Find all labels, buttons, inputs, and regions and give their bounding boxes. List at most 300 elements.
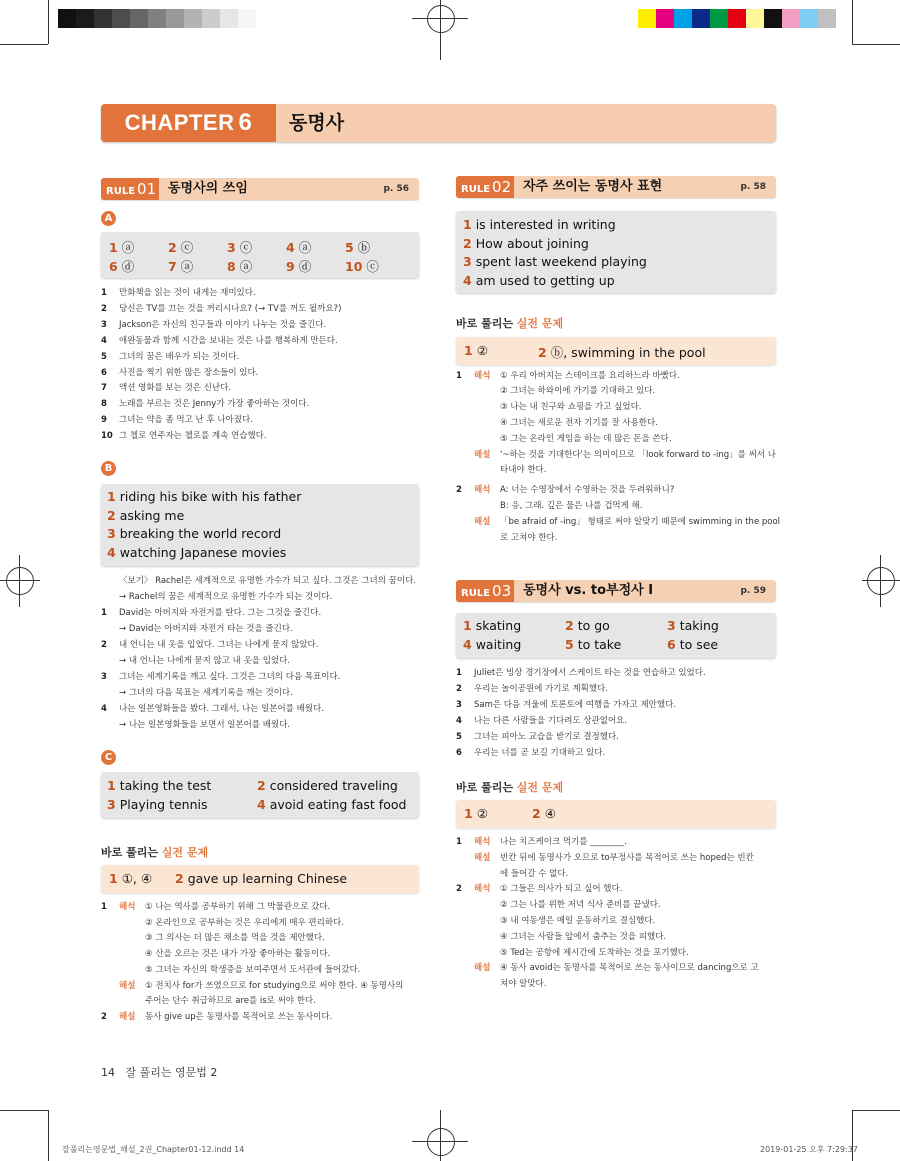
text-line [101, 576, 416, 587]
text-line [456, 418, 658, 429]
answer-value: ⓐ [180, 259, 194, 274]
line-text: 사진을 찍기 위한 많은 장소들이 있다. [119, 367, 259, 378]
text-line [101, 320, 326, 331]
line-text: ④ 그녀는 새로운 전자 기기를 잘 사용한다. [500, 418, 658, 428]
line-text: 타내야 한다. [500, 465, 547, 475]
rule-badge [456, 176, 514, 198]
text-line [456, 434, 672, 445]
answer-item [107, 508, 184, 523]
answer-number: 2 [257, 778, 266, 793]
answer-value: taking the test [119, 778, 212, 793]
section-a-answers [101, 232, 419, 278]
text-line [456, 402, 642, 413]
section-a-marker: A [101, 211, 116, 226]
print-timestamp: 2019-01-25 오후 7:29:37 [760, 1145, 858, 1154]
rule-page-ref: p. 56 [383, 184, 409, 194]
text-line [456, 853, 754, 864]
answer-value: to take [577, 637, 622, 652]
answer-number: 3 [107, 797, 116, 812]
answer-value: asking me [119, 507, 185, 523]
text-line [101, 933, 325, 944]
text-line [101, 304, 341, 315]
line-text: ③ 내 여동생은 매일 운동하기로 결심했다. [500, 916, 656, 926]
text-line [456, 517, 780, 528]
rule-number: 01 [137, 180, 157, 198]
note-label: 해석 [474, 837, 491, 847]
crop-mark [0, 1110, 48, 1111]
answer-item [109, 257, 134, 275]
line-text: 〈보기〉 Rachel은 세계적으로 유명한 가수가 되고 싶다. 그것은 그녀의 꿈이다. [119, 576, 417, 586]
line-text: → 내 언니는 나에게 묻지 않고 내 옷을 입었다. [119, 656, 291, 666]
rule-02-answers [456, 211, 776, 293]
line-number: 6 [456, 747, 462, 758]
line-number: 2 [456, 683, 462, 694]
answer-item [168, 238, 193, 256]
answer-number: 6 [109, 259, 118, 274]
answer-item [109, 238, 134, 256]
line-number: 10 [101, 431, 113, 442]
answer-item [257, 778, 398, 793]
text-line [456, 716, 627, 727]
answer-number: 2 [168, 240, 177, 255]
text-line [456, 932, 666, 943]
answer-number: 1 [464, 343, 473, 358]
text-line [101, 704, 324, 715]
answer-value: ⓑ, swimming in the pool [550, 345, 706, 360]
answer-value: ⓐ [298, 240, 312, 255]
line-text: ④ 동사 avoid는 동명사를 목적어로 쓰는 동사이므로 dancing으로 고 [500, 963, 759, 974]
line-text: → 나는 일본영화들을 보면서 일본어를 배웠다. [119, 720, 291, 730]
line-text: 액션 영화를 보는 것은 신난다. [119, 383, 232, 394]
answer-number: 2 [538, 345, 547, 360]
crop-mark [0, 44, 48, 45]
text-line [456, 963, 759, 974]
answer-value: ⓒ [239, 240, 253, 255]
answer-number: 1 [463, 618, 472, 633]
line-text: 나는 일본영화들을 봤다. 그래서, 나는 일본어를 배웠다. [119, 704, 324, 714]
registration-mark [867, 567, 895, 595]
crop-mark [852, 1110, 900, 1111]
line-text: 빈칸 뒤에 동명사가 오므로 to부정사를 목적어로 쓰는 hoped는 빈칸 [500, 852, 754, 863]
line-text: 그녀는 피아노 교습을 받기로 결정했다. [474, 731, 619, 742]
answer-number: 2 [463, 235, 472, 251]
crop-mark [48, 1110, 49, 1161]
line-text: 노래를 부르는 것은 Jenny가 가장 좋아하는 것이다. [119, 399, 310, 410]
practice-answers [456, 337, 776, 365]
answer-item [463, 236, 589, 251]
line-text: 주어는 단수 취급하므로 are를 is로 써야 한다. [145, 996, 316, 1007]
text-line [456, 979, 546, 990]
line-text: ② 온라인으로 공부하는 것은 우리에게 매우 편리하다. [145, 917, 344, 928]
page-footer [101, 1064, 217, 1080]
registration-mark [427, 5, 455, 33]
line-number: 1 [456, 371, 462, 381]
text-line [101, 918, 344, 929]
answer-value: ⓒ [366, 259, 379, 274]
note-label: 해설 [119, 1011, 136, 1022]
line-text: ④ 산을 오르는 것은 내가 가장 좋아하는 활동이다. [145, 949, 331, 960]
text-line [101, 415, 253, 426]
line-text: ③ 그 의사는 더 많은 채소를 먹을 것을 제안했다. [145, 933, 325, 944]
answer-number: 3 [227, 240, 236, 255]
answer-number: 4 [286, 240, 295, 255]
grayscale-bar [58, 9, 256, 28]
text-line [456, 533, 557, 544]
answer-number: 2 [565, 618, 574, 633]
rule-word: RULE [461, 184, 491, 195]
practice-heading [456, 779, 563, 795]
line-text: 에 들어갈 수 없다. [500, 868, 569, 879]
answer-number: 4 [463, 637, 472, 652]
answer-number: 4 [257, 797, 266, 812]
practice-prefix: 바로 풀리는 [101, 846, 162, 859]
answer-value: How about joining [475, 235, 589, 251]
text-line [101, 288, 256, 299]
note-label: 해석 [474, 485, 491, 495]
rule-02-header [456, 176, 776, 198]
line-number: 3 [101, 319, 107, 330]
rule-title: 자주 쓰이는 동명사 표현 [523, 179, 663, 194]
answer-number: 2 [175, 871, 184, 886]
text-line [456, 900, 661, 911]
answer-value: ② [476, 343, 488, 358]
answer-item [463, 217, 616, 232]
text-line [101, 368, 258, 379]
text-line [456, 371, 680, 382]
rule-03-header [456, 580, 776, 602]
practice-heading [456, 315, 563, 331]
line-text: 「be afraid of -ing」 형태로 써야 알맞기 때문에 swimming in the pool [500, 517, 781, 527]
answer-item [463, 637, 521, 652]
line-number: 4 [101, 335, 107, 346]
answer-value: ② [476, 806, 488, 821]
section-c-marker: C [101, 750, 116, 765]
line-number: 2 [101, 1011, 107, 1022]
file-slug: 잘풀리는영문법_해설_2권_Chapter01-12.indd 14 [62, 1145, 245, 1154]
text-line [456, 386, 655, 397]
line-number: 8 [101, 399, 107, 410]
answer-item [175, 871, 347, 886]
registration-mark [427, 1128, 455, 1156]
answer-number: 3 [107, 526, 116, 542]
line-text: ⑤ 그는 온라인 게임을 하는 데 많은 돈을 쓴다. [500, 434, 672, 444]
note-label: 해설 [474, 517, 491, 527]
answer-item [257, 797, 406, 812]
answer-item [107, 545, 286, 560]
rule-page-ref: p. 59 [740, 586, 766, 596]
answer-item [107, 778, 211, 793]
line-number: 2 [101, 303, 107, 314]
answer-item [565, 637, 621, 652]
answer-value: watching Japanese movies [119, 544, 287, 560]
answer-item [345, 257, 379, 275]
note-label: 해설 [474, 852, 491, 863]
text-line [456, 700, 676, 711]
section-b-marker: B [101, 461, 116, 476]
answer-number: 9 [286, 259, 295, 274]
answer-value: ⓒ [180, 240, 194, 255]
answer-value: ⓐ [121, 240, 135, 255]
answer-item [286, 238, 311, 256]
answer-number: 5 [565, 637, 574, 652]
answer-item [464, 806, 488, 821]
line-text: ② 그는 나를 위한 저녁 식사 준비를 끝냈다. [500, 900, 661, 911]
line-text: 나는 다른 사람들을 기다려도 상관없어요. [474, 715, 628, 726]
answer-value: avoid eating fast food [269, 797, 407, 812]
answer-number: 1 [107, 778, 116, 793]
line-number: 1 [456, 837, 462, 847]
line-text: A: 너는 수영장에서 수영하는 것을 두려워하니? [500, 485, 675, 495]
answer-value: to go [577, 618, 610, 633]
rule-word: RULE [461, 588, 491, 599]
line-text: 만화책을 읽는 것이 내게는 재미있다. [119, 288, 256, 298]
answer-number: 3 [463, 254, 472, 270]
line-number: 3 [456, 699, 462, 710]
note-label: 해석 [474, 884, 491, 895]
text-line [101, 965, 360, 976]
answer-item [286, 257, 311, 275]
chapter-word: CHAPTER [124, 110, 235, 135]
text-line [101, 902, 330, 913]
answer-value: to see [679, 637, 719, 652]
answer-item [532, 806, 556, 821]
answer-item [463, 254, 647, 269]
answer-item [538, 343, 706, 361]
line-text: ② 그녀는 하와이에 가기를 기대하고 있다. [500, 386, 656, 396]
line-text: → 그녀의 다음 목표는 세계기록을 깨는 것이다. [119, 688, 293, 698]
text-line [456, 916, 655, 927]
note-label: 해석 [474, 371, 491, 381]
answer-item [463, 618, 521, 633]
answer-item [565, 618, 610, 633]
line-text: 그녀는 세계기록을 깨고 싶다. 그것은 그녀의 다음 목표이다. [119, 672, 341, 682]
answer-value: ⓐ [239, 259, 253, 274]
line-number: 2 [101, 640, 107, 650]
rule-number: 02 [492, 178, 512, 196]
line-text: ⑤ Ted는 공항에 제시간에 도착하는 것을 포기했다. [500, 947, 689, 958]
text-line [101, 399, 309, 410]
chapter-label [101, 104, 276, 142]
answer-value: breaking the world record [119, 526, 282, 542]
rule-badge [456, 580, 514, 602]
line-number: 1 [456, 668, 462, 678]
answer-value: ①, ④ [121, 871, 153, 886]
practice-answers [456, 800, 776, 828]
line-text: 당신은 TV를 끄는 것을 꺼리시나요? (→ TV를 꺼도 될까요?) [119, 303, 342, 314]
line-number: 2 [456, 884, 462, 895]
line-number: 6 [101, 367, 107, 378]
text-line [456, 732, 619, 743]
answer-item [168, 257, 193, 275]
line-number: 3 [101, 672, 107, 682]
registration-mark [6, 567, 34, 595]
line-number: 1 [101, 608, 107, 618]
practice-answers [101, 865, 419, 893]
line-text: → David는 아버지와 자전거 타는 것을 즐긴다. [119, 624, 293, 634]
text-line [456, 884, 622, 895]
chapter-number: 6 [238, 109, 253, 136]
text-line [101, 640, 318, 651]
line-text: ① 나는 역사를 공부하기 위해 그 박물관으로 갔다. [145, 902, 331, 912]
text-line [101, 336, 338, 347]
practice-heading [101, 844, 208, 860]
answer-number: 1 [463, 217, 472, 232]
answer-value: ④ [544, 806, 556, 821]
line-text: 그녀의 꿈은 배우가 되는 것이다. [119, 351, 240, 362]
text-line [456, 837, 627, 848]
rule-number: 03 [492, 582, 512, 600]
answer-item [464, 343, 488, 358]
answer-item [109, 871, 152, 886]
practice-prefix: 바로 풀리는 [456, 317, 517, 330]
note-label: 해설 [119, 980, 136, 991]
answer-value: skating [475, 618, 522, 633]
text-line [456, 450, 776, 461]
answer-number: 1 [109, 240, 118, 255]
answer-number: 3 [667, 618, 676, 633]
chapter-header [101, 104, 776, 142]
line-text: 동사 give up은 동명사를 목적어로 쓰는 동사이다. [145, 1011, 333, 1022]
answer-item [107, 526, 281, 541]
text-line [101, 981, 403, 992]
answer-item [227, 257, 252, 275]
answer-value: am used to getting up [475, 272, 615, 288]
line-number: 4 [101, 704, 107, 714]
text-line [101, 383, 231, 394]
line-text: Jackson은 자신의 친구들과 이야기 나누는 것을 즐긴다. [119, 319, 327, 330]
answer-item [463, 273, 615, 288]
answer-value: taking [679, 618, 719, 633]
answer-number: 1 [464, 806, 473, 821]
answer-number: 10 [345, 259, 363, 274]
text-line [456, 748, 605, 759]
practice-label: 실전 문제 [516, 317, 564, 330]
line-number: 1 [101, 288, 107, 298]
answer-number: 2 [107, 507, 116, 523]
rule-badge [101, 178, 159, 200]
line-text: Juliet은 빙상 경기장에서 스케이트 타는 것을 연습하고 있었다. [474, 668, 706, 678]
text-line [101, 608, 321, 619]
line-text: 쳐야 알맞다. [500, 979, 547, 990]
line-number: 2 [456, 485, 462, 495]
text-line [456, 465, 546, 476]
answer-value: ⓓ [298, 259, 312, 274]
crop-mark [48, 0, 49, 44]
text-line [456, 948, 689, 959]
line-text: ④ 그녀는 사람들 앞에서 춤추는 것을 피했다. [500, 931, 667, 942]
answer-item [667, 637, 718, 652]
book-title: 잘 풀리는 영문법 2 [125, 1066, 218, 1079]
line-text: ⑤ 그녀는 자신의 학생증을 보여주면서 도서관에 들어갔다. [145, 964, 361, 975]
line-text: 로 고쳐야 한다. [500, 533, 558, 543]
answer-number: 4 [107, 544, 116, 560]
answer-item [345, 238, 370, 256]
line-text: Sam은 다음 겨울에 토론토에 여행을 가자고 제안했다. [474, 699, 677, 710]
rule-01-header [101, 178, 419, 200]
text-line [456, 869, 568, 880]
chapter-title: 동명사 [289, 112, 345, 134]
rule-03-answers [456, 613, 776, 658]
answer-number: 4 [463, 272, 472, 288]
answer-value: ⓑ [357, 240, 371, 255]
answer-number: 2 [532, 806, 541, 821]
text-line [101, 624, 293, 635]
line-number: 5 [101, 351, 107, 362]
note-label: 해설 [474, 963, 491, 974]
answer-value: riding his bike with his father [119, 489, 302, 504]
answer-value: is interested in writing [475, 217, 616, 232]
answer-item [107, 489, 301, 504]
color-bar [638, 9, 836, 28]
line-text: ① 전치사 for가 쓰였으므로 for studying으로 써야 한다. ④ 동명사의 [145, 980, 404, 991]
line-number: 4 [456, 715, 462, 726]
answer-value: Playing tennis [119, 797, 208, 812]
answer-number: 6 [667, 637, 676, 652]
line-number: 7 [101, 383, 107, 394]
line-text: ① 그들은 의사가 되고 싶어 했다. [500, 884, 623, 895]
answer-number: 7 [168, 259, 177, 274]
answer-number: 5 [345, 240, 354, 255]
answer-value: spent last weekend playing [475, 254, 647, 270]
text-line [101, 352, 239, 363]
line-text: ① 우리 아버지는 스테이크를 요리하느라 바빴다. [500, 371, 680, 381]
text-line [456, 501, 642, 512]
answer-number: 1 [107, 489, 116, 504]
rule-word: RULE [106, 186, 136, 197]
answer-value: gave up learning Chinese [187, 871, 348, 886]
line-number: 5 [456, 731, 462, 742]
line-number: 9 [101, 415, 107, 426]
crop-mark [852, 44, 900, 45]
rule-page-ref: p. 58 [740, 182, 766, 192]
line-text: 내 언니는 내 옷을 입었다. 그녀는 나에게 묻지 않았다. [119, 640, 319, 650]
line-text: 우리는 놀이공원에 가기로 계획했다. [474, 683, 608, 694]
practice-prefix: 바로 풀리는 [456, 781, 517, 794]
line-text: 그녀는 약을 좀 먹고 난 후 나아졌다. [119, 415, 253, 426]
line-text: 나는 치즈케이크 먹기를 ________. [500, 837, 627, 847]
text-line [101, 672, 340, 683]
text-line [101, 720, 290, 731]
answer-number: 8 [227, 259, 236, 274]
answer-number: 1 [109, 871, 118, 886]
text-line [456, 684, 608, 695]
answer-item [107, 797, 208, 812]
answer-value: waiting [475, 637, 522, 652]
text-line [101, 949, 330, 960]
rule-title: 동명사 vs. to부정사 Ⅰ [523, 583, 654, 598]
answer-item [667, 618, 719, 633]
text-line [101, 431, 267, 442]
line-number: 1 [101, 902, 107, 912]
text-line [101, 688, 293, 699]
text-line [456, 485, 674, 496]
section-b-answers [101, 484, 419, 566]
note-label: 해석 [119, 902, 136, 912]
line-text: ③ 나는 내 친구와 쇼핑을 가고 싶었다. [500, 402, 642, 412]
text-line [101, 592, 332, 603]
page-number: 14 [101, 1066, 115, 1079]
text-line [456, 668, 706, 679]
crop-mark [852, 0, 853, 44]
line-text: '~하는 것을 기대한다'는 의미이므로 「look forward to -ing」를 써서 나 [500, 450, 776, 460]
answer-value: ⓓ [121, 259, 135, 274]
rule-title: 동명사의 쓰임 [168, 181, 248, 196]
text-line [101, 996, 316, 1007]
line-text: 우리는 너를 곧 보길 기대하고 있다. [474, 747, 606, 758]
text-line [101, 656, 290, 667]
line-text: B: 응, 그래. 깊은 물은 나를 겁먹게 해. [500, 501, 643, 511]
practice-label: 실전 문제 [161, 846, 209, 859]
